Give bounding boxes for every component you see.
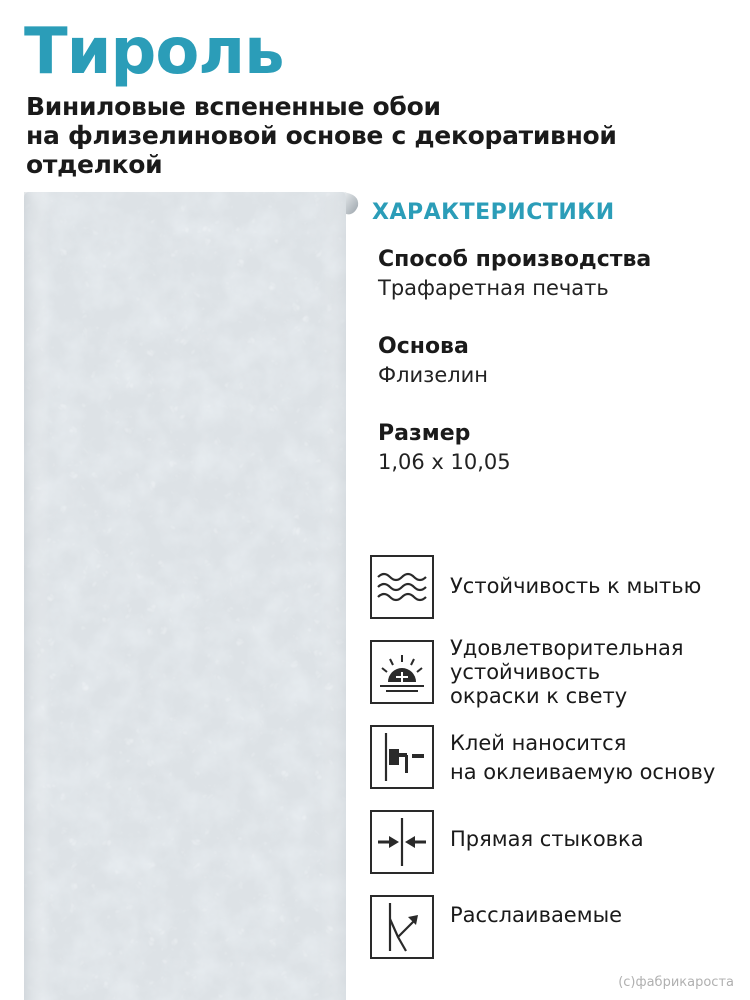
- spec-value: 1,06 x 10,05: [378, 450, 511, 474]
- feature-label-line: окраски к свету: [450, 684, 628, 708]
- wallpaper-roll-image: [24, 192, 360, 1000]
- feature-label: [450, 636, 684, 708]
- spec-value: Трафаретная печать: [378, 276, 609, 300]
- spec-label: Размер: [378, 421, 471, 446]
- product-title: Тироль: [24, 15, 284, 89]
- feature-label-line: устойчивость: [450, 660, 601, 684]
- spec-base: [378, 333, 738, 389]
- product-subtitle: [26, 92, 726, 179]
- spec-label: Основа: [378, 334, 469, 359]
- copyright-notice: (c)фабрикароста: [618, 975, 734, 990]
- glue-on-base-icon: [370, 725, 434, 789]
- feature-label: [450, 574, 701, 599]
- spec-value: Флизелин: [378, 363, 489, 387]
- spec-label: Способ производства: [378, 247, 652, 272]
- feature-label-line: на оклеиваемую основу: [450, 760, 716, 784]
- feature-label-line: Прямая стыковка: [450, 827, 644, 851]
- spec-production-method: [378, 246, 738, 302]
- feature-label-line: Расслаиваемые: [450, 903, 623, 927]
- feature-label-line: Устойчивость к мытью: [450, 574, 702, 598]
- subtitle-line: отделкой: [26, 150, 163, 179]
- characteristics-heading: ХАРАКТЕРИСТИКИ: [372, 200, 615, 225]
- peelable-icon: [370, 895, 434, 959]
- feature-label: [450, 827, 644, 852]
- subtitle-line: Виниловые вспененные обои: [26, 92, 441, 121]
- feature-label-line: Клей наносится: [450, 731, 627, 755]
- feature-label-line: Удовлетворительная: [450, 636, 684, 660]
- wash-resistance-icon: [370, 555, 434, 619]
- spec-size: [378, 420, 738, 476]
- feature-label: [450, 903, 622, 928]
- butt-joint-icon: [370, 810, 434, 874]
- light-fastness-icon: [370, 640, 434, 704]
- feature-label: [450, 729, 715, 787]
- subtitle-line: на флизелиновой основе с декоративной: [26, 121, 617, 150]
